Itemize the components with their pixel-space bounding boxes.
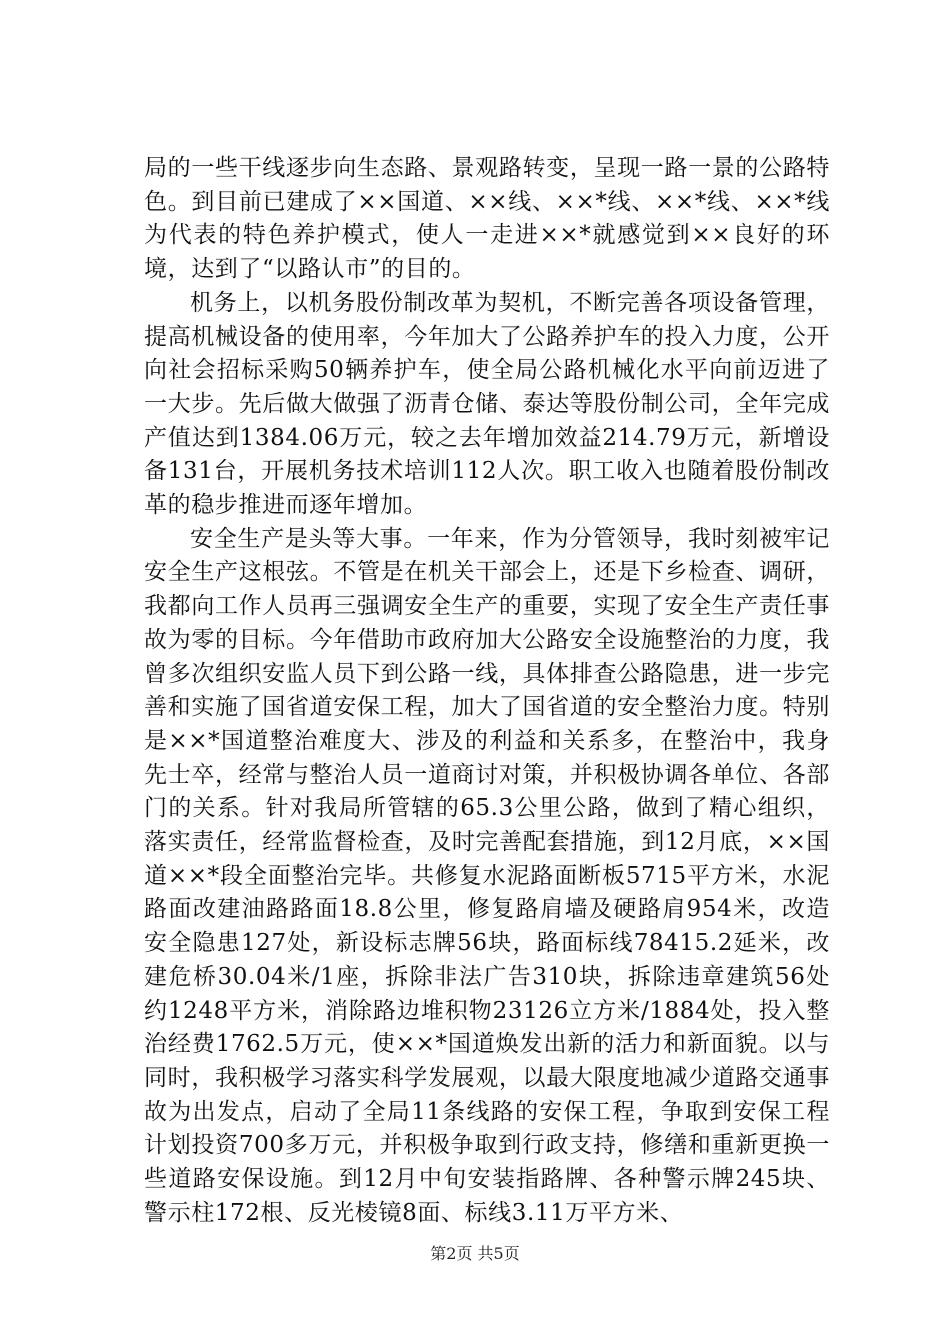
paragraph-continued: 局的一些干线逐步向生态路、景观路转变，呈现一路一景的公路特色。到目前已建成了××国道、××线、××*线、××*线、××*线为代表的特色养护模式，使人一走进××*就感觉到××良好的环境，达到了“以路认市”的目的。 (144, 155, 830, 283)
document-body (144, 152, 830, 1231)
page-number-footer: 第2页 共5页 (430, 1244, 520, 1263)
paragraph-machinery: 机务上，以机务股份制改革为契机，不断完善各项设备管理，提高机械设备的使用率，今年加大了公路养护车的投入力度，公开向社会招标采购50辆养护车，使全局公路机械化水平向前迈进了一大步。先后做大做强了沥青仓储、泰达等股份制公司，全年完成产值达到1384.06万元，较之去年增加效益214.79万元，新增设备131台，开展机务技术培训112人次。职工收入也随着股份制改革的稳步推进而逐年增加。 (144, 289, 830, 519)
paragraph-safety: 安全生产是头等大事。一年来，作为分管领导，我时刻被牢记安全生产这根弦。不管是在机关干部会上，还是下乡检查、调研，我都向工作人员再三强调安全生产的重要，实现了安全生产责任事故为零的目标。今年借助市政府加大公路安全设施整治的力度，我曾多次组织安监人员下到公路一线，具体排查公路隐患，进一步完善和实施了国省道安保工程，加大了国省道的安全整治力度。特别是××*国道整治难度大、涉及的利益和关系多，在整治中，我身先士卒，经常与整治人员一道商讨对策，并积极协调各单位、各部门的关系。针对我局所管辖的65.3公里公路，做到了精心组织，落实责任，经常监督检查，及时完善配套措施，到12月底，××国道××*段全面整治完毕。共修复水泥路面断板5715平方米，水泥路面改建油路路面18.8公里，修复路肩墙及硬路肩954米，改造安全隐患127处，新设标志牌56块，路面标线78415.2延米，改建危桥30.04米/1座，拆除非法广告310块，拆除违章建筑56处约1248平方米，消除路边堆积物23126立方米/1884处，投入整治经费1762.5万元，使××*国道焕发出新的活力和新面貌。以与同时，我积极学习落实科学发展观，以最大限度地减少道路交通事故为出发点，启动了全局11条线路的安保工程，争取到安保工程计划投资700多万元，并积极争取到行政支持，修缮和重新更换一些道路安保设施。到12月中旬安装指路牌、各种警示牌245块、警示柱172根、反光棱镜8面、标线3.11万平方米、 (144, 525, 830, 1226)
